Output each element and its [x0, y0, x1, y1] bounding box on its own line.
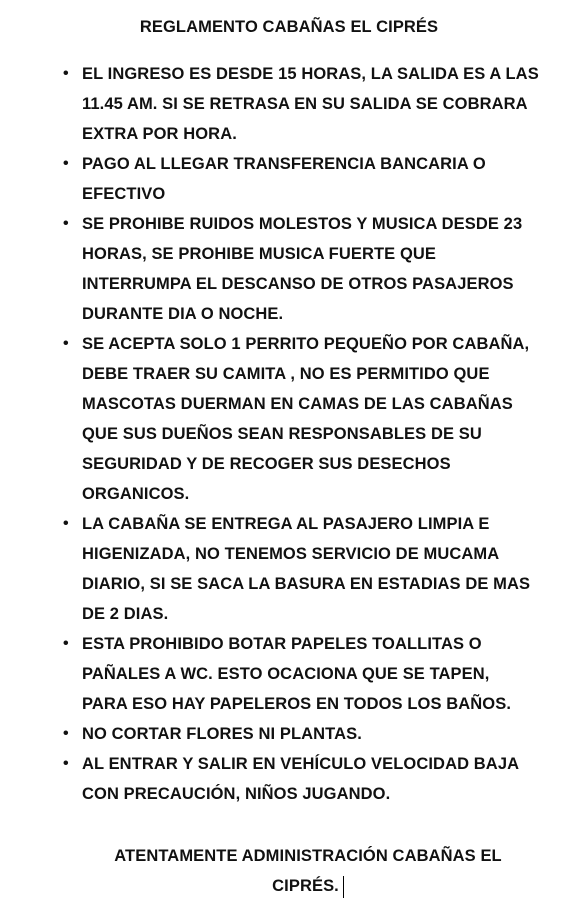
bullet-icon: •: [63, 65, 69, 82]
rule-item: [60, 629, 560, 719]
document-title: REGLAMENTO CABAÑAS EL CIPRÉS: [139, 18, 439, 36]
rule-item: [60, 149, 560, 209]
rule-item: [60, 719, 560, 749]
rule-text: AL ENTRAR Y SALIR EN VEHÍCULO VELOCIDAD BAJA CON PRECAUCIÓN, NIÑOS JUGANDO.: [82, 755, 520, 803]
rule-text: LA CABAÑA SE ENTREGA AL PASAJERO LIMPIA E HIGENIZADA, NO TENEMOS SERVICIO DE MUCAMA DIARIO, SI SE SACA LA BASURA EN ESTADIAS DE MAS DE 2 DIAS.: [82, 515, 531, 623]
bullet-icon: •: [63, 335, 69, 352]
bullet-icon: •: [63, 755, 69, 772]
bullet-icon: •: [63, 515, 69, 532]
rule-text: PAGO AL LLEGAR TRANSFERENCIA BANCARIA O EFECTIVO: [82, 155, 486, 203]
footer-line-end: [88, 871, 528, 901]
rule-text: ESTA PROHIBIDO BOTAR PAPELES TOALLITAS O PAÑALES A WC. ESTO OCACIONA QUE SE TAPEN, PARA ESO HAY PAPELEROS EN TODOS LOS BAÑOS.: [82, 635, 512, 713]
rule-item: [60, 329, 560, 509]
text-cursor: [343, 876, 344, 898]
rules-list: [60, 59, 560, 809]
rule-item: [60, 59, 560, 149]
rule-item: [60, 509, 560, 629]
rule-text: SE PROHIBE RUIDOS MOLESTOS Y MUSICA DESDE 23 HORAS, SE PROHIBE MUSICA FUERTE QUE INTERRUMPA EL DESCANSO DE OTROS PASAJEROS DURANTE DIA O NOCHE.: [82, 215, 523, 323]
bullet-icon: •: [63, 155, 69, 172]
signature-footer: [88, 841, 528, 901]
rule-text: EL INGRESO ES DESDE 15 HORAS, LA SALIDA ES A LAS 11.45 AM. SI SE RETRASA EN SU SALIDA SE COBRARA EXTRA POR HORA.: [82, 65, 539, 143]
rule-text: SE ACEPTA SOLO 1 PERRITO PEQUEÑO POR CABAÑA, DEBE TRAER SU CAMITA , NO ES PERMITIDO QUE MASCOTAS DUERMAN EN CAMAS DE LAS CABAÑAS QUE SUS DUEÑOS SEAN RESPONSABLES DE SU SEGURIDAD Y DE RECOGER SUS DESECHOS ORGANICOS.: [82, 335, 530, 503]
rule-item: [60, 749, 560, 809]
bullet-icon: •: [63, 725, 69, 742]
rule-text: NO CORTAR FLORES NI PLANTAS.: [82, 725, 362, 743]
bullet-icon: •: [63, 215, 69, 232]
footer-line: ATENTAMENTE ADMINISTRACIÓN CABAÑAS EL: [114, 847, 502, 865]
bullet-icon: •: [63, 635, 69, 652]
footer-text: CIPRÉS.: [272, 877, 339, 895]
rule-item: [60, 209, 560, 329]
